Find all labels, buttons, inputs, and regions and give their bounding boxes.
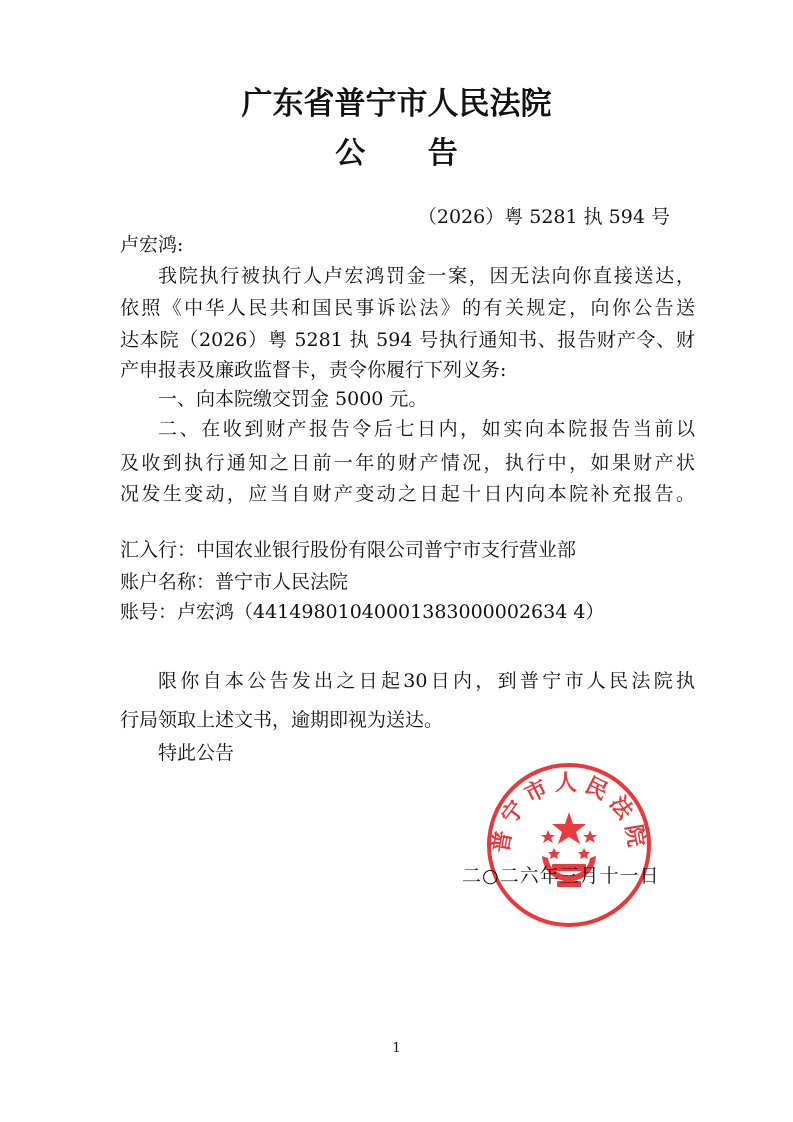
paragraph-line: 限你自本公告发出之日起30日内，到普宁市人民法院执 bbox=[158, 670, 695, 692]
account-name-line: 账户名称：普宁市人民法院 bbox=[120, 571, 349, 593]
seal-text: 普宁市人民法院 bbox=[487, 769, 651, 855]
account-number-line: 账号：卢宏鸿（44149801040001383000002634 4） bbox=[120, 601, 605, 623]
court-title: 广东省普宁市人民法院 bbox=[241, 86, 552, 122]
page-number: 1 bbox=[392, 1041, 401, 1056]
date-line: 二○二六年三月十一日 bbox=[462, 865, 660, 887]
notice-title: 公 告 bbox=[335, 136, 484, 171]
addressee: 卢宏鸿: bbox=[120, 234, 184, 256]
court-seal bbox=[484, 760, 654, 930]
paragraph-line: 依照《中华人民共和国民事诉讼法》的有关规定，向你公告送 bbox=[120, 297, 695, 319]
bank-line: 汇入行：中国农业银行股份有限公司普宁市支行营业部 bbox=[120, 539, 577, 561]
paragraph-line: 我院执行被执行人卢宏鸿罚金一案，因无法向你直接送达， bbox=[158, 265, 695, 287]
paragraph-line: 二、在收到财产报告令后七日内，如实向本院报告当前以 bbox=[158, 418, 695, 440]
case-number: （2026）粤 5281 执 594 号 bbox=[417, 206, 670, 228]
sign-off: 特此公告 bbox=[158, 742, 235, 764]
paragraph-line: 达本院（2026）粤 5281 执 594 号执行通知书、报告财产令、财 bbox=[120, 329, 695, 351]
paragraph-line: 产申报表及廉政监督卡，责令你履行下列义务: bbox=[120, 359, 507, 381]
paragraph-line: 及收到执行通知之日前一年的财产情况，执行中，如果财产状 bbox=[120, 452, 695, 474]
paragraph-line: 行局领取上述文书，逾期即视为送达。 bbox=[120, 709, 444, 731]
paragraph-line: 况发生变动，应当自财产变动之日起十日内向本院补充报告。 bbox=[120, 483, 695, 505]
obligation-1: 一、向本院缴交罚金 5000 元。 bbox=[158, 388, 428, 410]
